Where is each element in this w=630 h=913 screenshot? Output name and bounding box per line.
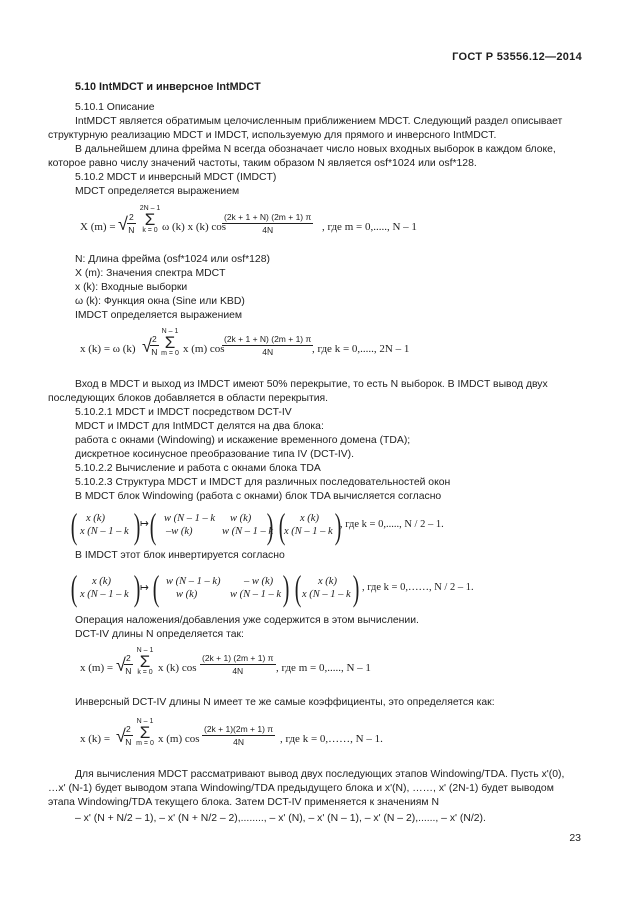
cos-fraction: $\frac{(2k + 1 + N) (2m + 1) \pi}{4N}$ [224, 334, 312, 357]
vector-cell: x (N – 1 – k [284, 526, 333, 537]
definition-line: ω (k): Функция окна (Sine или KBD) [75, 296, 245, 307]
matrix-cell: – w (k) [244, 576, 274, 587]
definition-line: X (m): Значения спектра MDCT [75, 268, 226, 279]
formula-condition: , где k = 0,....., 2N – 1 [312, 343, 410, 355]
formula-body: ω (k) x (k) cos [162, 221, 227, 233]
sum-symbol: N – 1 Σ m = 0 [161, 328, 179, 357]
paragraph-line: MDCT и IMDCT для IntMDCT делятся на два блока: [75, 421, 324, 432]
bracket: ) [133, 568, 141, 608]
vector-cell: x (N – 1 – k [80, 526, 129, 537]
vector-cell: x (N – 1 – k [302, 589, 351, 600]
definition-line: x (k): Входные выборки [75, 282, 188, 293]
sqrt-sign: √ [118, 214, 128, 234]
paragraph-line: Инверсный DCT-IV длины N имеет те же самые коэффициенты, это определяется как: [75, 697, 495, 708]
paragraph-line: – x' (N + N/2 – 1), – x' (N + N/2 – 2),........, – x' (N), – x' (N – 1), – x' (N – 2),......, – x' (N/2). [75, 813, 486, 824]
paragraph-line: IMDCT определяется выражением [75, 310, 243, 321]
paragraph-line: В IMDCT этот блок инвертируется согласно [75, 550, 285, 561]
vector-cell: x (k) [86, 513, 105, 524]
maps-to-arrow: ↦ [140, 583, 149, 594]
matrix-cell: w (k) [176, 589, 198, 600]
root-fraction: $\frac{2}{N}$ [128, 212, 135, 235]
matrix-cell: w (N – 1 – k [222, 526, 274, 537]
paragraph-line: которое равно числу значений частоты, таким образом N является osf*1024 или osf*128. [48, 158, 477, 169]
bracket: ) [133, 506, 141, 546]
formula-lhs: X (m) = [80, 221, 116, 233]
bracket: ) [352, 568, 360, 608]
bracket: ( [70, 568, 78, 608]
subsection-5-10-2: 5.10.2 MDCT и инверсный MDCT (IMDCT) [75, 172, 277, 183]
definition-line: N: Длина фрейма (osf*1024 или osf*128) [75, 254, 270, 265]
bracket: ( [294, 568, 302, 608]
formula-body: x (m) cos [158, 733, 200, 745]
page-number: 23 [569, 832, 581, 844]
formula-lhs: x (k) = ω (k) [80, 343, 136, 355]
formula-condition: , где k = 0,……, N – 1. [280, 733, 383, 745]
paragraph-line: DCT-IV длины N определяется так: [75, 629, 244, 640]
formula-lhs: x (m) = [80, 662, 114, 674]
subsection-5-10-2-1: 5.10.2.1 MDCT и IMDCT посредством DCT-IV [75, 407, 292, 418]
vector-cell: x (k) [300, 513, 319, 524]
formula-condition: , где m = 0,....., N – 1 [322, 221, 417, 233]
paragraph-line: последующих блоков добавляется в области перекрытия. [48, 393, 329, 404]
subsection-5-10-2-3: 5.10.2.3 Структура MDCT и IMDCT для различных последовательностей окон [75, 477, 451, 488]
paragraph-line: Вход в MDCT и выход из IMDCT имеют 50% перекрытие, то есть N выборок. В IMDCT вывод двух [75, 379, 548, 390]
vector-cell: x (N – 1 – k [80, 589, 129, 600]
sum-symbol: 2N – 1 Σ k = 0 [139, 205, 161, 234]
matrix-cell: w (N – 1 – k [230, 589, 282, 600]
root-fraction: $\frac{2}{N}$ [125, 653, 132, 676]
bracket: ( [152, 568, 160, 608]
subsection-5-10-2-2: 5.10.2.2 Вычисление и работа с окнами блока TDA [75, 463, 321, 474]
paragraph-line: В дальнейшем длина фрейма N всегда обозначает число новых входных выборок в каждом блоке, [75, 144, 556, 155]
formula-body: x (k) cos [158, 662, 197, 674]
vector-cell: x (k) [92, 576, 111, 587]
matrix-cell: w (N – 1 – k [164, 513, 216, 524]
standard-header: ГОСТ Р 53556.12—2014 [452, 51, 582, 63]
cos-fraction: $\frac{(2k + 1 + N) (2m + 1) \pi}{4N}$ [224, 212, 312, 235]
subsection-5-10-1: 5.10.1 Описание [75, 102, 155, 113]
vector-cell: x (k) [318, 576, 337, 587]
sum-symbol: N – 1 Σ k = 0 [136, 647, 154, 676]
paragraph-line: структурную реализацию MDCT и IMDCT, используемую для прямого и инверсного IntMDCT. [48, 130, 497, 141]
cos-fraction: $\frac{(2k + 1)(2m + 1) \pi}{4N}$ [204, 724, 274, 747]
paragraph-line: Операция наложения/добавления уже содержится в этом вычислении. [75, 615, 419, 626]
paragraph-line: этапа Windowing/TDA текущего блока. Затем DCT-IV применяется к значениям N [48, 797, 439, 808]
bracket: ) [266, 506, 274, 546]
cos-fraction: $\frac{(2k + 1) (2m + 1) \pi}{4N}$ [202, 653, 274, 676]
matrix-cell: –w (k) [166, 526, 193, 537]
matrix-cell: w (k) [230, 513, 252, 524]
formula-lhs: x (k) = [80, 733, 111, 745]
matrix-cell: w (N – 1 – k) [166, 576, 221, 587]
paragraph-line: Для вычисления MDCT рассматривают вывод двух последующих этапов Windowing/TDA. Пусть x'(0), [75, 769, 565, 780]
formula-condition: , где m = 0,....., N – 1 [276, 662, 371, 674]
bracket: ( [149, 506, 157, 546]
sqrt-sign: √ [142, 336, 152, 356]
maps-to-arrow: ↦ [140, 519, 149, 530]
paragraph-line: MDCT определяется выражением [75, 186, 240, 197]
formula-condition: , где k = 0,……, N / 2 – 1. [362, 582, 474, 593]
sqrt-sign: √ [116, 655, 126, 675]
bracket: ( [278, 506, 286, 546]
sqrt-sign: √ [116, 726, 126, 746]
paragraph-line: В MDCT блок Windowing (работа с окнами) блок TDA вычисляется согласно [75, 491, 442, 502]
bracket: ) [334, 506, 342, 546]
formula-body: x (m) cos [183, 343, 225, 355]
bracket: ( [70, 506, 78, 546]
paragraph-line: IntMDCT является обратимым целочисленным приближением MDCT. Следующий раздел описывает [75, 116, 563, 127]
formula-condition: , где k = 0,....., N / 2 – 1. [340, 519, 444, 530]
root-fraction: $\frac{2}{N}$ [125, 724, 132, 747]
root-fraction: $\frac{2}{N}$ [151, 334, 158, 357]
paragraph-line: …x' (N-1) будет выводом этапа Windowing/TDA предыдущего блока и x'(N), ……, x' (2N-1) будет выводом [48, 783, 554, 794]
list-item: дискретное косинусное преобразование типа IV (DCT-IV). [75, 449, 354, 460]
sum-symbol: N – 1 Σ m = 0 [136, 718, 154, 747]
bracket: ) [282, 568, 290, 608]
list-item: работа с окнами (Windowing) и искажение временного домена (TDA); [75, 435, 411, 446]
section-title: 5.10 IntMDCT и инверсное IntMDCT [75, 81, 261, 93]
